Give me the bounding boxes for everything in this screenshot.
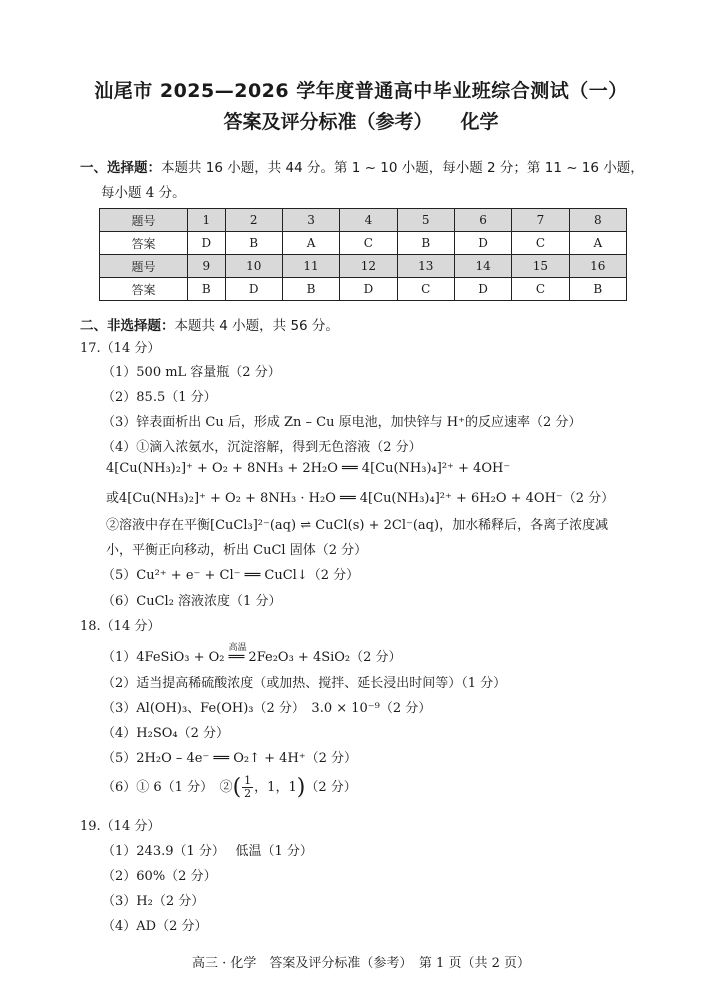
fraction <box>242 775 253 800</box>
table-row-label: 答案 <box>100 232 188 255</box>
q18-l6-part2: ，1，1 <box>254 780 297 795</box>
table-cell: B <box>397 232 454 255</box>
table-cell: C <box>397 278 454 301</box>
section-2-desc: 本题共 4 小题，共 56 分。 <box>174 318 339 334</box>
q18-answer-line: （4）H₂SO₄（2 分） <box>102 726 229 741</box>
table-cell: 9 <box>188 255 225 278</box>
table-cell: 14 <box>454 255 511 278</box>
table-cell: 5 <box>397 209 454 232</box>
table-cell: 1 <box>188 209 225 232</box>
table-row <box>100 209 627 232</box>
fraction-numerator: 1 <box>244 774 252 787</box>
table-row <box>100 232 627 255</box>
subtitle-subject: 化学 <box>460 111 499 133</box>
q17-equation: 4[Cu(NH₃)₂]⁺ + O₂ + 8NH₃ + 2H₂O ══ 4[Cu(NH₃)₄]²⁺ + 4OH⁻ <box>106 461 511 476</box>
page-subtitle <box>0 107 722 134</box>
q17-answer-line: （5）Cu²⁺ + e⁻ + Cl⁻ ══ CuCl↓（2 分） <box>102 568 360 583</box>
table-row-label: 题号 <box>100 209 188 232</box>
q17-answer-line: （6）CuCl₂ 溶液浓度（1 分） <box>102 594 282 609</box>
table-cell: 7 <box>512 209 569 232</box>
q17-answer-line: 小，平衡正向移动，析出 CuCl 固体（2 分） <box>106 543 368 558</box>
q18-heading: 18.（14 分） <box>80 619 161 634</box>
table-row-label: 题号 <box>100 255 188 278</box>
table-cell: D <box>454 232 511 255</box>
table-row <box>100 255 627 278</box>
q17-heading: 17.（14 分） <box>80 341 161 356</box>
table-cell: C <box>512 278 569 301</box>
q18-eq-condition: 高温 <box>228 643 247 653</box>
q18-l6-part1: （6）① 6（1 分） ② <box>102 780 233 795</box>
table-cell: 12 <box>340 255 397 278</box>
q18-answer-line: （3）Al(OH)₃、Fe(OH)₃（2 分） 3.0 × 10⁻⁹（2 分） <box>102 701 432 716</box>
table-cell: 8 <box>569 209 626 232</box>
table-cell: B <box>282 278 339 301</box>
q17-answer-line: （2）85.5（1 分） <box>102 390 217 405</box>
table-cell: B <box>188 278 225 301</box>
q18-answer-line: （5）2H₂O – 4e⁻ ══ O₂↑ + 4H⁺（2 分） <box>102 751 358 766</box>
table-cell: A <box>569 232 626 255</box>
table-cell: D <box>340 278 397 301</box>
table-cell: 13 <box>397 255 454 278</box>
table-row-label: 答案 <box>100 278 188 301</box>
section-1-label: 一、选择题： <box>80 160 161 176</box>
table-cell: 2 <box>225 209 282 232</box>
q17-equation: 或4[Cu(NH₃)₂]⁺ + O₂ + 8NH₃ · H₂O ══ 4[Cu(NH₃)₄]²⁺ + 6H₂O + 4OH⁻（2 分） <box>106 491 615 506</box>
close-paren: ) <box>296 775 306 800</box>
q18-eq-right: 2Fe₂O₃ + 4SiO₂（2 分） <box>244 650 402 665</box>
table-cell: 4 <box>340 209 397 232</box>
table-cell: 6 <box>454 209 511 232</box>
table-cell: 16 <box>569 255 626 278</box>
q19-answer-line: （3）H₂（2 分） <box>102 894 205 909</box>
page-title: 汕尾市 2025—2026 学年度普通高中毕业班综合测试（一） <box>94 80 628 102</box>
table-cell: A <box>282 232 339 255</box>
q19-answer-line: （4）AD（2 分） <box>102 919 208 934</box>
table-cell: B <box>225 232 282 255</box>
q18-equation <box>102 643 402 665</box>
q19-heading: 19.（14 分） <box>80 819 161 834</box>
q18-eq-sign: ══ <box>228 650 245 665</box>
q17-answer-line: （3）锌表面析出 Cu 后，形成 Zn – Cu 原电池，加快锌与 H⁺的反应速率（2 分） <box>102 415 582 430</box>
subtitle-answer-standard: 答案及评分标准（参考） <box>223 111 433 133</box>
table-cell: B <box>569 278 626 301</box>
table-cell: C <box>340 232 397 255</box>
q19-answer-line: （2）60%（2 分） <box>102 869 217 884</box>
open-paren: ( <box>232 775 242 800</box>
q18-l6-score: （2 分） <box>305 780 357 795</box>
q17-answer-line: （4）①滴入浓氨水，沉淀溶解，得到无色溶液（2 分） <box>102 440 422 455</box>
q18-eq-left: （1）4FeSiO₃ + O₂ <box>102 650 229 665</box>
section-1-desc-cont: 每小题 4 分。 <box>101 185 186 201</box>
section-2-label: 二、非选择题： <box>80 318 175 334</box>
table-cell: C <box>512 232 569 255</box>
q18-answer-line <box>102 775 357 800</box>
section-2-heading <box>80 314 339 334</box>
fraction-denominator: 2 <box>244 787 252 800</box>
table-cell: 15 <box>512 255 569 278</box>
table-row <box>100 278 627 301</box>
q18-eq-arrow <box>228 643 247 665</box>
answer-table <box>99 208 627 301</box>
table-cell: D <box>225 278 282 301</box>
table-cell: 10 <box>225 255 282 278</box>
q18-answer-line: （2）适当提高稀硫酸浓度（或加热、搅拌、延长浸出时间等）（1 分） <box>102 676 507 691</box>
q17-answer-line: （1）500 mL 容量瓶（2 分） <box>102 365 281 380</box>
section-1-heading <box>80 156 644 176</box>
q19-answer-line: （1）243.9（1 分） 低温（1 分） <box>102 844 313 859</box>
section-1-desc: 本题共 16 小题，共 44 分。第 1 ~ 10 小题，每小题 2 分；第 11 ~ 16 小题， <box>161 160 644 176</box>
q17-answer-line: ②溶液中存在平衡[CuCl₃]²⁻(aq) ⇌ CuCl(s) + 2Cl⁻(aq)，加水稀释后，各离子浓度减 <box>106 518 609 533</box>
page-footer: 高三 · 化学 答案及评分标准（参考） 第 1 页（共 2 页） <box>192 956 530 971</box>
table-cell: 3 <box>282 209 339 232</box>
table-cell: 11 <box>282 255 339 278</box>
table-cell: D <box>188 232 225 255</box>
table-cell: D <box>454 278 511 301</box>
